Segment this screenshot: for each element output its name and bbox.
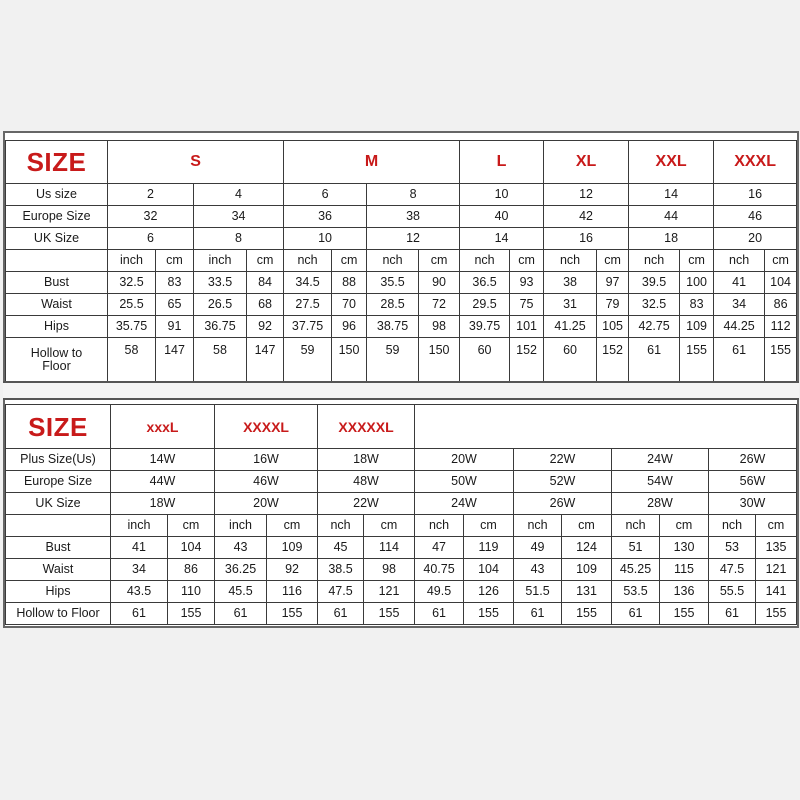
- cell: 97: [597, 272, 629, 294]
- cell: 116: [267, 581, 318, 603]
- unit-cell: nch: [367, 250, 419, 272]
- cell: 18W: [318, 449, 415, 471]
- hips-label-2: Hips: [6, 581, 111, 603]
- cell: 16: [714, 184, 797, 206]
- us-size-label: Us size: [6, 184, 108, 206]
- cell: 34: [111, 559, 168, 581]
- cell: 90: [419, 272, 460, 294]
- plus-us-size-label: Plus Size(Us): [6, 449, 111, 471]
- cell: 8: [367, 184, 460, 206]
- europe-size-row: [6, 206, 797, 228]
- unit-cell: cm: [562, 515, 612, 537]
- cell: 45.5: [215, 581, 267, 603]
- cell: 50W: [415, 471, 514, 493]
- cell: 44W: [111, 471, 215, 493]
- cell: 38: [367, 206, 460, 228]
- size-chart-table-1: [5, 140, 797, 382]
- unit-cell: cm: [510, 250, 544, 272]
- cell: 48W: [318, 471, 415, 493]
- cell: 16: [544, 228, 629, 250]
- cell: 150: [419, 338, 460, 382]
- cell: 27.5: [284, 294, 332, 316]
- cell: 121: [364, 581, 415, 603]
- cell: 39.5: [629, 272, 680, 294]
- cell: 4: [194, 184, 284, 206]
- cell: 36.5: [460, 272, 510, 294]
- cell: 121: [756, 559, 797, 581]
- cell: 83: [156, 272, 194, 294]
- unit-cell: cm: [419, 250, 460, 272]
- cell: 155: [562, 603, 612, 625]
- cell: 147: [156, 338, 194, 382]
- cell: 152: [597, 338, 629, 382]
- cell: 155: [364, 603, 415, 625]
- unit-cell: inch: [215, 515, 267, 537]
- cell: 84: [247, 272, 284, 294]
- cell: 36.25: [215, 559, 267, 581]
- cell: 88: [332, 272, 367, 294]
- cell: 61: [111, 603, 168, 625]
- cell: 24W: [415, 493, 514, 515]
- cell: 109: [267, 537, 318, 559]
- cell: 47.5: [709, 559, 756, 581]
- cell: 36.75: [194, 316, 247, 338]
- cell: 44.25: [714, 316, 765, 338]
- cell: 20: [714, 228, 797, 250]
- us-size-row: [6, 184, 797, 206]
- cell: 124: [562, 537, 612, 559]
- cell: 141: [756, 581, 797, 603]
- cell: 49.5: [415, 581, 464, 603]
- hollow-label-line-1: Hollow to: [30, 346, 83, 360]
- cell: 14: [460, 228, 544, 250]
- cell: 28.5: [367, 294, 419, 316]
- cell: 101: [510, 316, 544, 338]
- uk-size-row-2: [6, 493, 797, 515]
- cell: 119: [464, 537, 514, 559]
- unit-cell: nch: [629, 250, 680, 272]
- unit-cell: nch: [544, 250, 597, 272]
- cell: 155: [680, 338, 714, 382]
- cell: 115: [660, 559, 709, 581]
- section-divider: [3, 381, 799, 400]
- cell: 72: [419, 294, 460, 316]
- cell: 130: [660, 537, 709, 559]
- cell: 20W: [415, 449, 514, 471]
- unit-cell: cm: [464, 515, 514, 537]
- size-group-xl: XL: [544, 141, 629, 184]
- cell: 61: [612, 603, 660, 625]
- unit-row-2: [6, 515, 797, 537]
- cell: 32.5: [108, 272, 156, 294]
- cell: 14W: [111, 449, 215, 471]
- cell: 20W: [215, 493, 318, 515]
- uk-size-row: [6, 228, 797, 250]
- unit-row: [6, 250, 797, 272]
- cell: 29.5: [460, 294, 510, 316]
- unit-cell: nch: [415, 515, 464, 537]
- size-group-xxl: XXL: [629, 141, 714, 184]
- cell: 34: [194, 206, 284, 228]
- cell: 61: [514, 603, 562, 625]
- cell: 42: [544, 206, 629, 228]
- cell: 33.5: [194, 272, 247, 294]
- cell: 155: [464, 603, 514, 625]
- unit-cell: cm: [168, 515, 215, 537]
- hollow-label-line-2: Floor: [42, 358, 71, 373]
- cell: 61: [714, 338, 765, 382]
- cell: 37.75: [284, 316, 332, 338]
- uk-size-label: UK Size: [6, 228, 108, 250]
- cell: 28W: [612, 493, 709, 515]
- cell: 49: [514, 537, 562, 559]
- cell: 14: [629, 184, 714, 206]
- cell: 56W: [709, 471, 797, 493]
- hollow-to-floor-label-2: Hollow to Floor: [6, 603, 111, 625]
- unit-row-blank-2: [6, 515, 111, 537]
- cell: 61: [415, 603, 464, 625]
- europe-size-label-2: Europe Size: [6, 471, 111, 493]
- unit-cell: cm: [332, 250, 367, 272]
- cell: 75: [510, 294, 544, 316]
- cell: 32.5: [629, 294, 680, 316]
- unit-cell: inch: [194, 250, 247, 272]
- cell: 104: [464, 559, 514, 581]
- hips-row: [6, 316, 797, 338]
- cell: 34: [714, 294, 765, 316]
- cell: 38: [544, 272, 597, 294]
- cell: 98: [364, 559, 415, 581]
- cell: 126: [464, 581, 514, 603]
- cell: 61: [709, 603, 756, 625]
- cell: 59: [284, 338, 332, 382]
- cell: 18: [629, 228, 714, 250]
- cell: 112: [765, 316, 797, 338]
- waist-row: [6, 294, 797, 316]
- size-header-row-2: [6, 405, 797, 449]
- size-group-xxxxxl: XXXXXL: [318, 405, 415, 449]
- cell: 30W: [709, 493, 797, 515]
- cell: 16W: [215, 449, 318, 471]
- cell: 32: [108, 206, 194, 228]
- cell: 24W: [612, 449, 709, 471]
- plus-us-size-row: [6, 449, 797, 471]
- cell: 86: [765, 294, 797, 316]
- cell: 41: [714, 272, 765, 294]
- cell: 104: [168, 537, 215, 559]
- unit-cell: nch: [284, 250, 332, 272]
- cell: 147: [247, 338, 284, 382]
- cell: 136: [660, 581, 709, 603]
- cell: 22W: [514, 449, 612, 471]
- size-group-l: L: [460, 141, 544, 184]
- cell: 46: [714, 206, 797, 228]
- size-group-xxxl: XXXL: [714, 141, 797, 184]
- cell: 6: [108, 228, 194, 250]
- cell: 26.5: [194, 294, 247, 316]
- size-chart-table-2: [5, 404, 797, 625]
- cell: 131: [562, 581, 612, 603]
- unit-cell: cm: [247, 250, 284, 272]
- unit-cell: cm: [597, 250, 629, 272]
- cell: 26W: [709, 449, 797, 471]
- cell: 12: [544, 184, 629, 206]
- cell: 60: [544, 338, 597, 382]
- unit-cell: nch: [714, 250, 765, 272]
- unit-cell: cm: [756, 515, 797, 537]
- bust-label: Bust: [6, 272, 108, 294]
- cell: 54W: [612, 471, 709, 493]
- cell: 96: [332, 316, 367, 338]
- unit-cell: cm: [156, 250, 194, 272]
- cell: 92: [247, 316, 284, 338]
- cell: 150: [332, 338, 367, 382]
- size-group-xxxxl: XXXXL: [215, 405, 318, 449]
- bust-row: [6, 272, 797, 294]
- waist-label: Waist: [6, 294, 108, 316]
- unit-cell: cm: [680, 250, 714, 272]
- size-group-xxxl-plus: xxxL: [111, 405, 215, 449]
- cell: 68: [247, 294, 284, 316]
- bust-row-2: [6, 537, 797, 559]
- cell: 44: [629, 206, 714, 228]
- cell: 92: [267, 559, 318, 581]
- europe-size-label: Europe Size: [6, 206, 108, 228]
- cell: 104: [765, 272, 797, 294]
- cell: 51: [612, 537, 660, 559]
- europe-size-row-2: [6, 471, 797, 493]
- unit-cell: cm: [267, 515, 318, 537]
- cell: 46W: [215, 471, 318, 493]
- cell: 61: [629, 338, 680, 382]
- cell: 41: [111, 537, 168, 559]
- hollow-to-floor-row-2: [6, 603, 797, 625]
- cell: 105: [597, 316, 629, 338]
- cell: 51.5: [514, 581, 562, 603]
- cell: 155: [660, 603, 709, 625]
- cell: 6: [284, 184, 367, 206]
- waist-row-2: [6, 559, 797, 581]
- unit-cell: cm: [660, 515, 709, 537]
- cell: 155: [267, 603, 318, 625]
- cell: 2: [108, 184, 194, 206]
- uk-size-label-2: UK Size: [6, 493, 111, 515]
- cell: 40.75: [415, 559, 464, 581]
- unit-cell: nch: [514, 515, 562, 537]
- size-group-m: M: [284, 141, 460, 184]
- unit-row-blank: [6, 250, 108, 272]
- cell: 61: [318, 603, 364, 625]
- cell: 155: [168, 603, 215, 625]
- unit-cell: nch: [709, 515, 756, 537]
- cell: 38.5: [318, 559, 364, 581]
- cell: 110: [168, 581, 215, 603]
- cell: 52W: [514, 471, 612, 493]
- cell: 36: [284, 206, 367, 228]
- cell: 155: [756, 603, 797, 625]
- hollow-to-floor-row: [6, 338, 797, 382]
- cell: 10: [460, 184, 544, 206]
- unit-cell: cm: [765, 250, 797, 272]
- hollow-to-floor-label: [6, 338, 108, 382]
- cell: 98: [419, 316, 460, 338]
- cell: 114: [364, 537, 415, 559]
- cell: 58: [194, 338, 247, 382]
- size-title-2: SIZE: [6, 405, 111, 449]
- cell: 43: [215, 537, 267, 559]
- hips-row-2: [6, 581, 797, 603]
- cell: 40: [460, 206, 544, 228]
- cell: 152: [510, 338, 544, 382]
- cell: 31: [544, 294, 597, 316]
- cell: 10: [284, 228, 367, 250]
- cell: 100: [680, 272, 714, 294]
- cell: 93: [510, 272, 544, 294]
- cell: 53.5: [612, 581, 660, 603]
- cell: 39.75: [460, 316, 510, 338]
- cell: 109: [562, 559, 612, 581]
- cell: 86: [168, 559, 215, 581]
- cell: 35.5: [367, 272, 419, 294]
- cell: 25.5: [108, 294, 156, 316]
- cell: 47: [415, 537, 464, 559]
- unit-cell: cm: [364, 515, 415, 537]
- cell: 59: [367, 338, 419, 382]
- cell: 42.75: [629, 316, 680, 338]
- cell: 47.5: [318, 581, 364, 603]
- cell: 60: [460, 338, 510, 382]
- cell: 34.5: [284, 272, 332, 294]
- cell: 18W: [111, 493, 215, 515]
- cell: 135: [756, 537, 797, 559]
- cell: 109: [680, 316, 714, 338]
- size-group-s: S: [108, 141, 284, 184]
- cell: 43.5: [111, 581, 168, 603]
- size-header-row: [6, 141, 797, 184]
- cell: 55.5: [709, 581, 756, 603]
- unit-cell: nch: [318, 515, 364, 537]
- cell: 83: [680, 294, 714, 316]
- cell: 53: [709, 537, 756, 559]
- size-title: SIZE: [6, 141, 108, 184]
- hips-label: Hips: [6, 316, 108, 338]
- cell: 38.75: [367, 316, 419, 338]
- cell: 155: [765, 338, 797, 382]
- unit-cell: nch: [612, 515, 660, 537]
- cell: 22W: [318, 493, 415, 515]
- cell: 91: [156, 316, 194, 338]
- cell: 70: [332, 294, 367, 316]
- cell: 8: [194, 228, 284, 250]
- cell: 79: [597, 294, 629, 316]
- unit-cell: inch: [108, 250, 156, 272]
- cell: 12: [367, 228, 460, 250]
- cell: 61: [215, 603, 267, 625]
- header-blank: [415, 405, 797, 449]
- cell: 26W: [514, 493, 612, 515]
- cell: 45.25: [612, 559, 660, 581]
- cell: 35.75: [108, 316, 156, 338]
- unit-cell: nch: [460, 250, 510, 272]
- cell: 58: [108, 338, 156, 382]
- cell: 43: [514, 559, 562, 581]
- unit-cell: inch: [111, 515, 168, 537]
- waist-label-2: Waist: [6, 559, 111, 581]
- cell: 45: [318, 537, 364, 559]
- bust-label-2: Bust: [6, 537, 111, 559]
- cell: 65: [156, 294, 194, 316]
- cell: 41.25: [544, 316, 597, 338]
